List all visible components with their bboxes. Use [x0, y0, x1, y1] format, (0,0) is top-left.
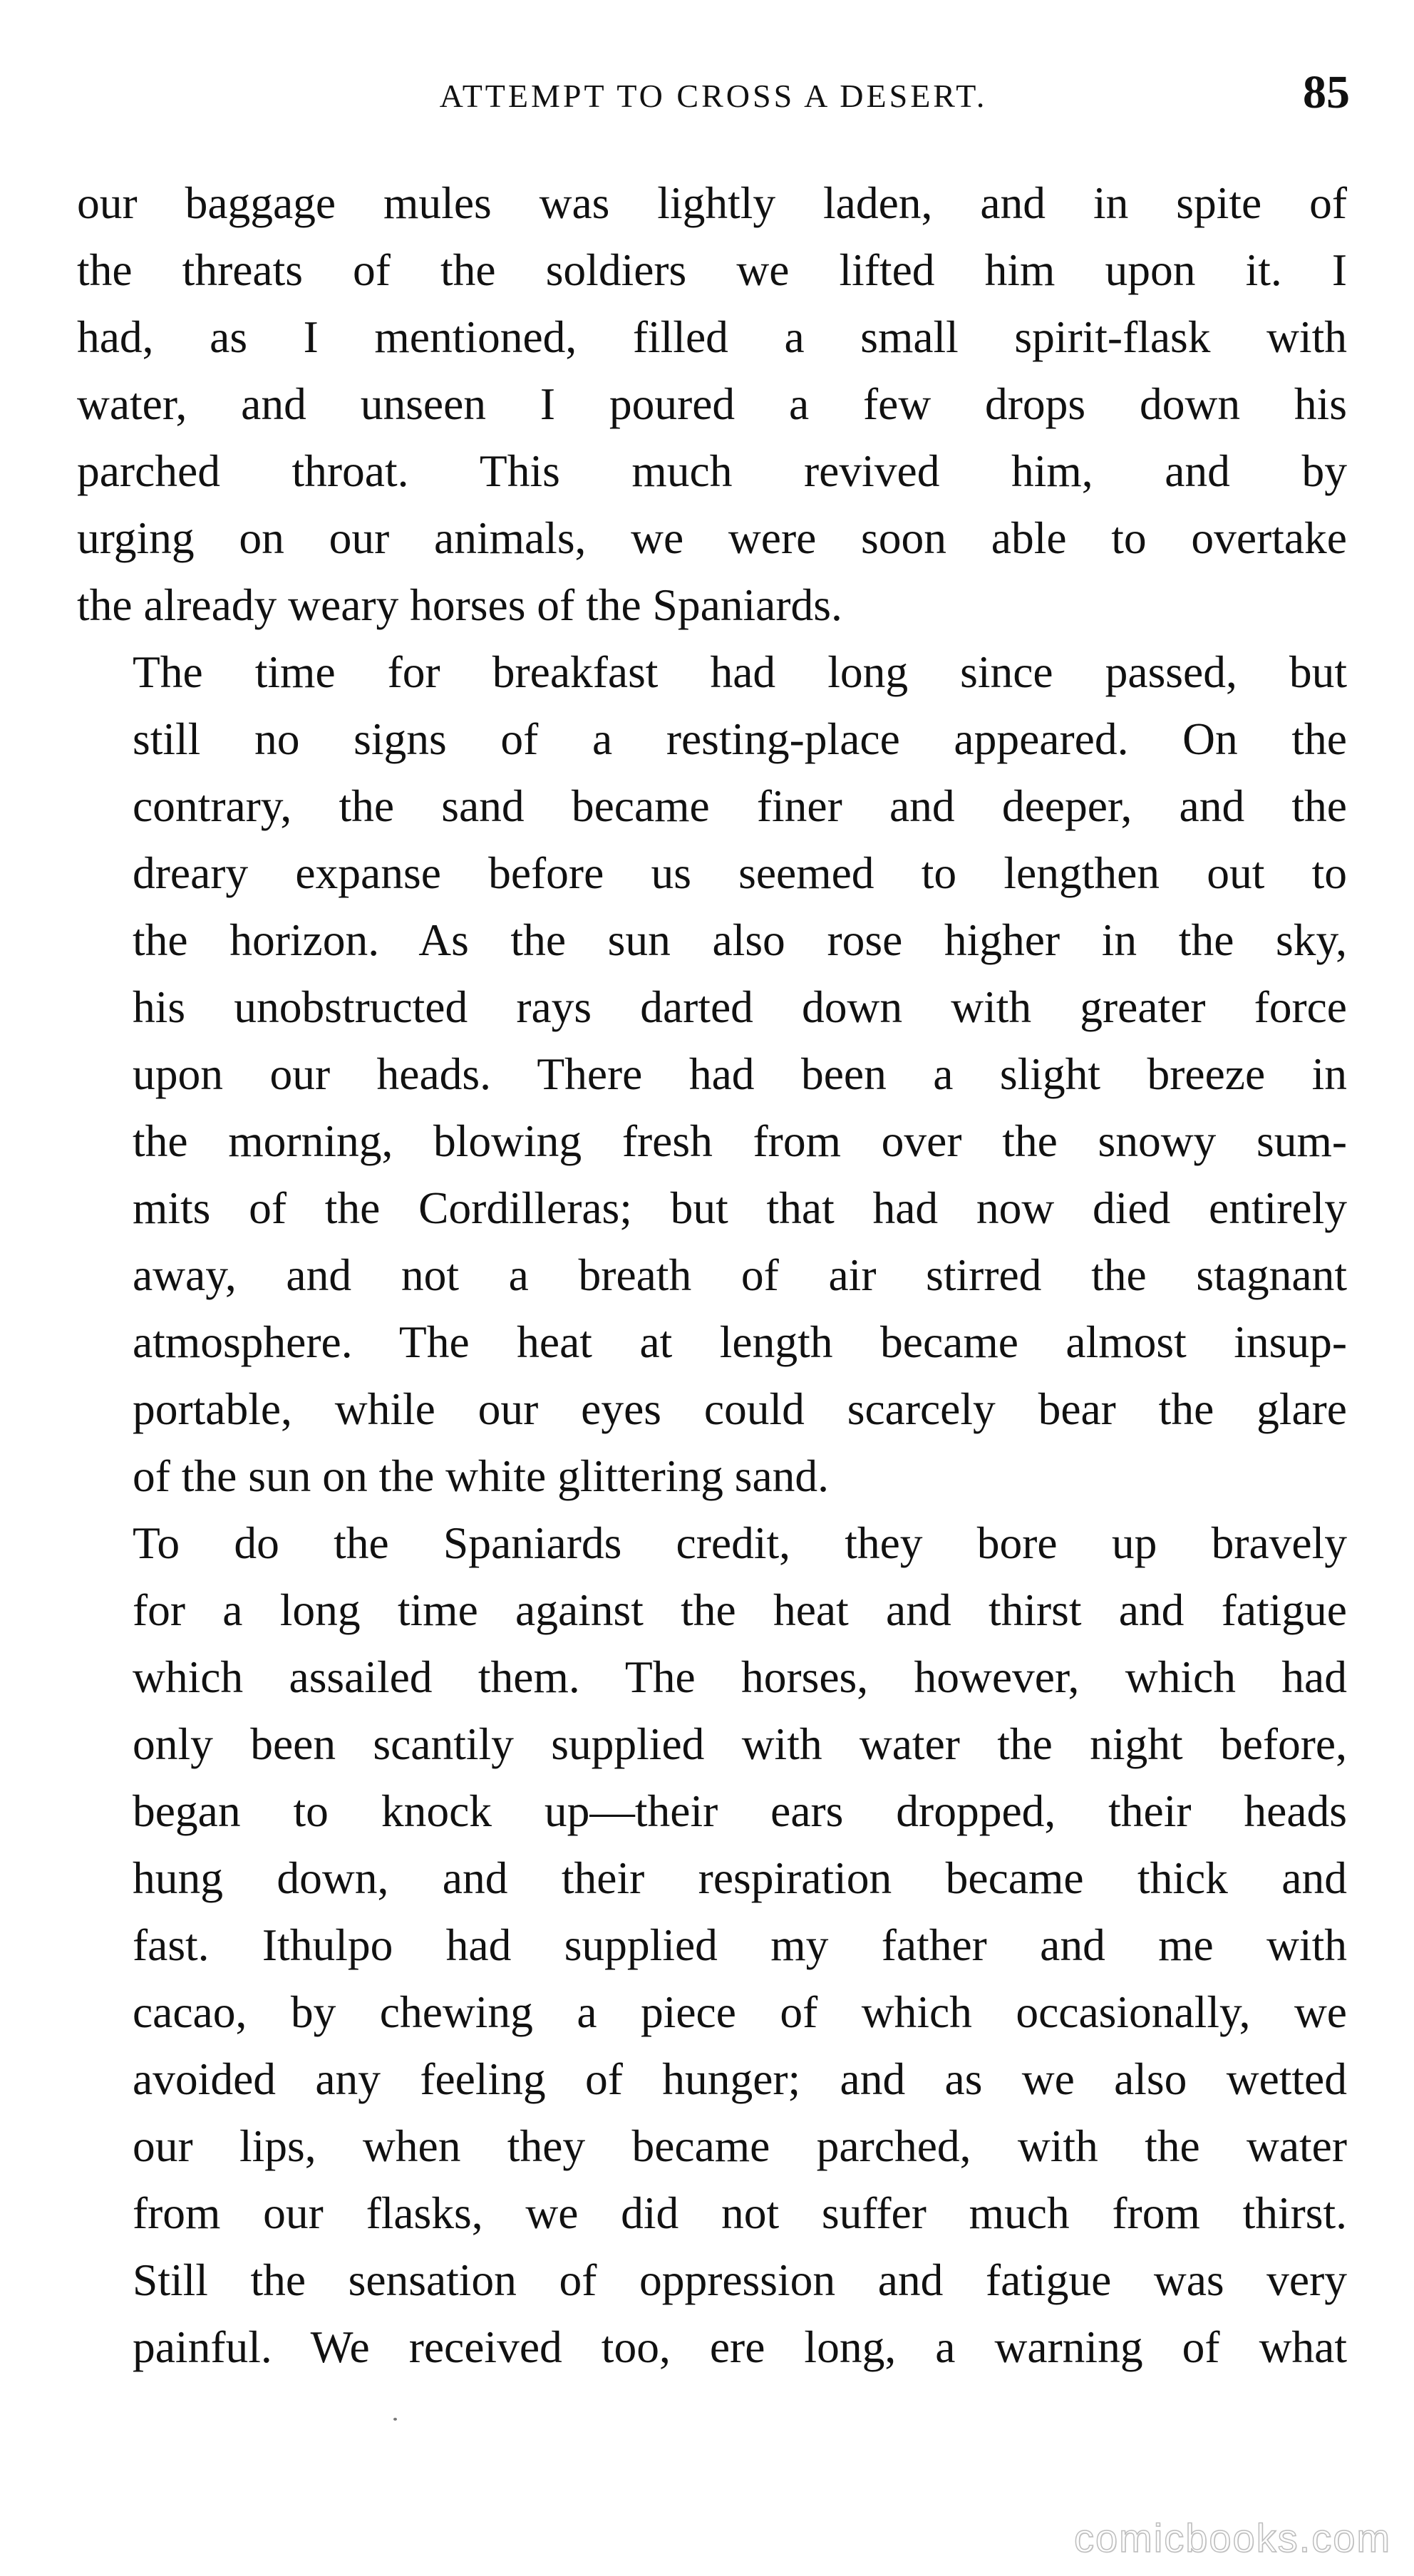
text-line: for a long time against the heat and thirst and fatigue: [133, 1585, 1347, 1635]
text-line: painful. We received too, ere long, a warning of what: [133, 2322, 1347, 2372]
text-line: cacao, by chewing a piece of which occasionally, we: [133, 1987, 1347, 2037]
paragraph-2: [77, 639, 1347, 1510]
text-line: To do the Spaniards credit, they bore up bravely: [133, 1518, 1347, 1568]
page-number: 85: [1303, 66, 1350, 118]
body-text: [77, 170, 1347, 2381]
text-line: urging on our animals, we were soon able to overtake: [77, 512, 1347, 563]
page-header: [77, 66, 1350, 130]
text-line: the already weary horses of the Spaniards.: [77, 579, 842, 630]
print-speck: [393, 2418, 397, 2421]
text-line: portable, while our eyes could scarcely bear the glare: [133, 1384, 1347, 1434]
text-line: upon our heads. There had been a slight breeze in: [133, 1049, 1347, 1099]
text-line: fast. Ithulpo had supplied my father and me with: [133, 1920, 1347, 1970]
text-line: our baggage mules was lightly laden, and in spite of: [77, 177, 1347, 228]
text-line: dreary expanse before us seemed to lengthen out to: [133, 847, 1347, 898]
text-line: began to knock up—their ears dropped, their heads: [133, 1786, 1347, 1836]
text-line: of the sun on the white glittering sand.: [133, 1451, 830, 1501]
text-line: from our flasks, we did not suffer much from thirst.: [133, 2188, 1347, 2238]
text-line: had, as I mentioned, filled a small spirit-flask with: [77, 311, 1347, 362]
paragraph-1: [77, 170, 1347, 639]
text-line: hung down, and their respiration became thick and: [133, 1853, 1347, 1903]
text-line: the horizon. As the sun also rose higher in the sky,: [133, 915, 1347, 965]
text-line: which assailed them. The horses, however, which had: [133, 1652, 1347, 1702]
text-line: only been scantily supplied with water the night before,: [133, 1719, 1347, 1769]
text-line: our lips, when they became parched, with the water: [133, 2121, 1347, 2171]
text-line: the morning, blowing fresh from over the snowy sum-: [133, 1116, 1347, 1166]
text-line: still no signs of a resting-place appeared. On the: [133, 713, 1347, 764]
running-head: ATTEMPT TO CROSS A DESERT.: [439, 78, 988, 114]
text-line: his unobstructed rays darted down with greater force: [133, 982, 1347, 1032]
text-line: mits of the Cordilleras; but that had now died entirely: [133, 1183, 1347, 1233]
text-line: atmosphere. The heat at length became almost insup-: [133, 1317, 1347, 1367]
text-line: parched throat. This much revived him, and by: [77, 445, 1347, 496]
text-line: avoided any feeling of hunger; and as we also wetted: [133, 2054, 1347, 2104]
text-line: the threats of the soldiers we lifted him upon it. I: [77, 244, 1347, 295]
text-line: Still the sensation of oppression and fatigue was very: [133, 2255, 1347, 2305]
paragraph-3: [77, 1510, 1347, 2381]
text-line: water, and unseen I poured a few drops down his: [77, 378, 1347, 429]
watermark: comicbooks.com: [1073, 2515, 1391, 2560]
text-line: The time for breakfast had long since passed, but: [133, 646, 1347, 697]
text-line: contrary, the sand became finer and deeper, and the: [133, 780, 1347, 831]
text-line: away, and not a breath of air stirred the stagnant: [133, 1250, 1347, 1300]
